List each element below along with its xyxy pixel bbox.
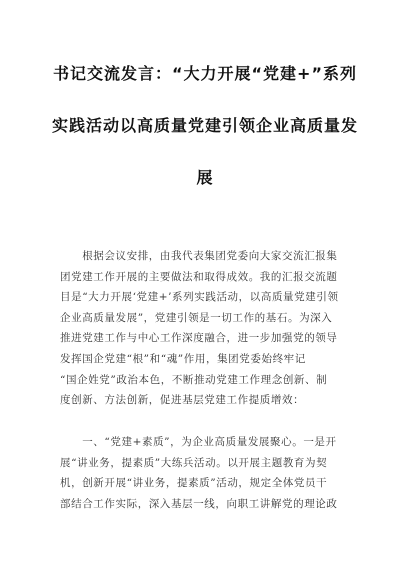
document-title-line-3: 展 [196, 168, 214, 187]
document-title-line-1: 书记交流发言：“大力开展“党建+”系列 [53, 64, 357, 83]
document-title-line-2: 实践活动以高质量党建引领企业高质量发 [51, 116, 358, 135]
body-paragraph-section-one: 一、“党建+素质”，为企业高质量发展聚心。一是开 展“讲业务，提素质”大练兵活动。以开展主题教育为契 机，创新开展“讲业务，提素质”活动，规定全体党员干 部结合工作实际，深入基层一线，向职工讲解党的理论政 [60, 436, 338, 510]
body-paragraph-intro: 根据会议安排，由我代表集团党委向大家交流汇报集 团党建工作开展的主要做法和取得成效。我的汇报交流题 目是“大力开展‘党建+’系列实践活动，以高质量党建引领 企业高质量发展”，党建引领是一切工作的基石。为深入 推进党建工作与中心工作深度融合，进一步加强党的领导 发挥国企党建“根”和“魂”作用，集团党委始终牢记 “国企姓党”政治本色，不断推动党建工作理念创新、制 度创新、方法创新，促进基层党建工作提质增效： [60, 250, 339, 407]
